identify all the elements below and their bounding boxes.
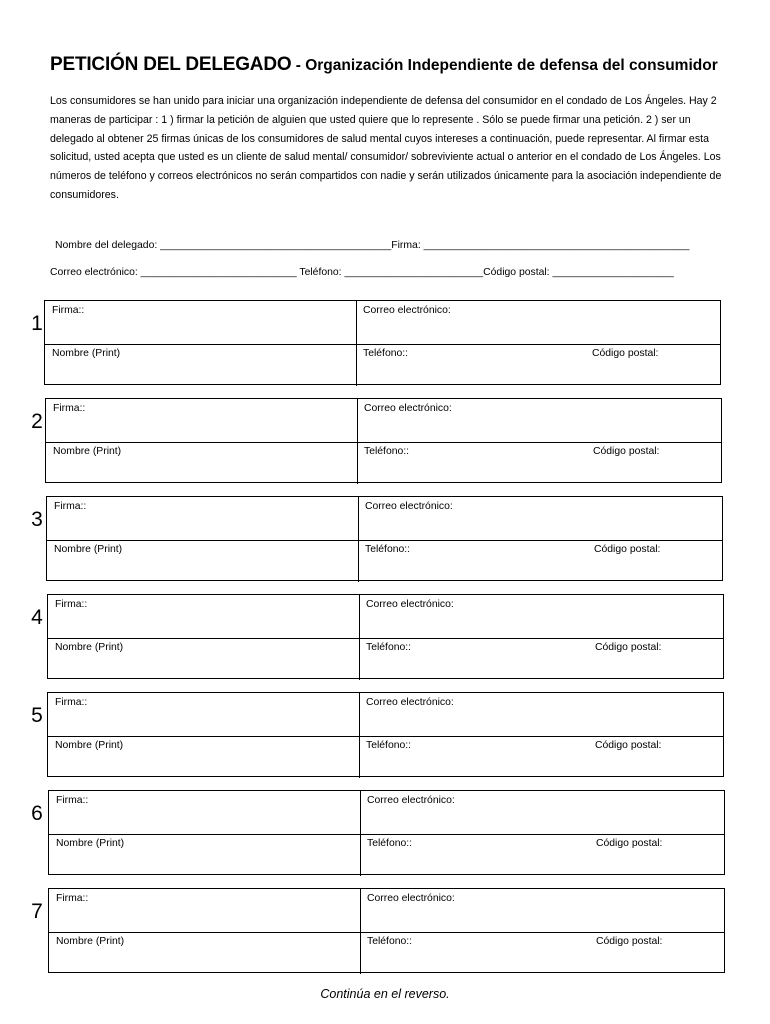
row-divider [46,442,721,443]
email-field[interactable]: Correo electrónico: [367,893,455,904]
postal-code-field[interactable]: Código postal: [595,740,662,751]
row-divider [47,540,722,541]
signature-row [0,888,770,976]
column-divider [360,791,361,876]
signature-row [0,300,770,388]
signature-field[interactable]: Firma:: [52,305,85,316]
email-field[interactable]: Correo electrónico: [364,403,452,414]
page-title [50,54,750,76]
signature-entry-box [47,594,724,679]
name-field[interactable]: Nombre (Print) [56,936,125,947]
row-number: 4 [31,606,43,629]
signature-field[interactable]: Firma:: [55,599,88,610]
signature-field[interactable]: Firma:: [56,795,89,806]
signature-field[interactable]: Firma:: [55,697,88,708]
postal-code-field[interactable]: Código postal: [595,642,662,653]
email-field[interactable]: Correo electrónico: [366,599,454,610]
signature-entry-box [48,888,725,973]
signature-entry-box [47,692,724,777]
column-divider [359,693,360,778]
postal-code-field[interactable]: Código postal: [594,544,661,555]
intro-paragraph: Los consumidores se han unido para iniciar una organización independiente de defensa del consumidor en el condado de Los Ángeles. Hay 2 maneras de participar : 1 ) firmar la petición de alguien que usted quiere que lo represente . Sólo se puede firmar una petición. 2 ) ser un delegado al obtener 25 firmas únicas de los consumidores de salud mental cuyos intereses a continuación, puede representar. Al firmar esta solicitud, usted acepta que usted es un cliente de salud mental/ consumidor/ sobreviviente actual o anterior en el condado de Los Ángeles. Los números de teléfono y correos electrónicos no serán compartidos con nadie y serán utilizados únicamente para la asociación independiente de consumidores. [50,95,722,201]
name-field[interactable]: Nombre (Print) [52,348,121,359]
phone-field[interactable]: Teléfono:: [366,740,412,751]
signature-row [0,594,770,682]
signature-entry-box [45,398,722,483]
column-divider [360,889,361,974]
phone-field[interactable]: Teléfono:: [365,544,411,555]
phone-field[interactable]: Teléfono:: [363,348,409,359]
email-field[interactable]: Correo electrónico: [367,795,455,806]
column-divider [359,595,360,680]
signature-entry-box [48,790,725,875]
email-field[interactable]: Correo electrónico: [363,305,451,316]
signature-entry-box [46,496,723,581]
signature-field[interactable]: Firma:: [54,501,87,512]
name-field[interactable]: Nombre (Print) [53,446,122,457]
row-divider [45,344,720,345]
row-number: 5 [31,704,43,727]
column-divider [356,301,357,386]
name-field[interactable]: Nombre (Print) [55,740,124,751]
phone-field[interactable]: Teléfono:: [367,838,413,849]
row-number: 3 [31,508,43,531]
row-divider [49,834,724,835]
delegate-name-signature-line[interactable]: Nombre del delegado: ________________________________________Firma: ______________________________________________ [55,240,690,251]
postal-code-field[interactable]: Código postal: [596,838,663,849]
signature-row [0,496,770,584]
delegate-contact-line[interactable]: Correo electrónico: ___________________________ Teléfono: ________________________Código postal: _____________________ [50,267,674,278]
row-number: 7 [31,900,43,923]
row-divider [49,932,724,933]
column-divider [358,497,359,582]
phone-field[interactable]: Teléfono:: [364,446,410,457]
signature-row [0,790,770,878]
row-number: 6 [31,802,43,825]
title-subtitle: - Organización Independiente de defensa del consumidor [291,57,718,74]
name-field[interactable]: Nombre (Print) [56,838,125,849]
postal-code-field[interactable]: Código postal: [593,446,660,457]
phone-field[interactable]: Teléfono:: [366,642,412,653]
row-divider [48,638,723,639]
postal-code-field[interactable]: Código postal: [596,936,663,947]
phone-field[interactable]: Teléfono:: [367,936,413,947]
name-field[interactable]: Nombre (Print) [55,642,124,653]
signature-field[interactable]: Firma:: [53,403,86,414]
name-field[interactable]: Nombre (Print) [54,544,123,555]
signature-field[interactable]: Firma:: [56,893,89,904]
row-number: 1 [31,312,43,335]
row-divider [48,736,723,737]
signature-row [0,398,770,486]
row-number: 2 [31,410,43,433]
postal-code-field[interactable]: Código postal: [592,348,659,359]
footer-note: Continúa en el reverso. [320,987,450,1001]
email-field[interactable]: Correo electrónico: [365,501,453,512]
title-main: PETICIÓN DEL DELEGADO [50,54,292,75]
email-field[interactable]: Correo electrónico: [366,697,454,708]
column-divider [357,399,358,484]
signature-row [0,692,770,780]
signature-entry-box [44,300,721,385]
